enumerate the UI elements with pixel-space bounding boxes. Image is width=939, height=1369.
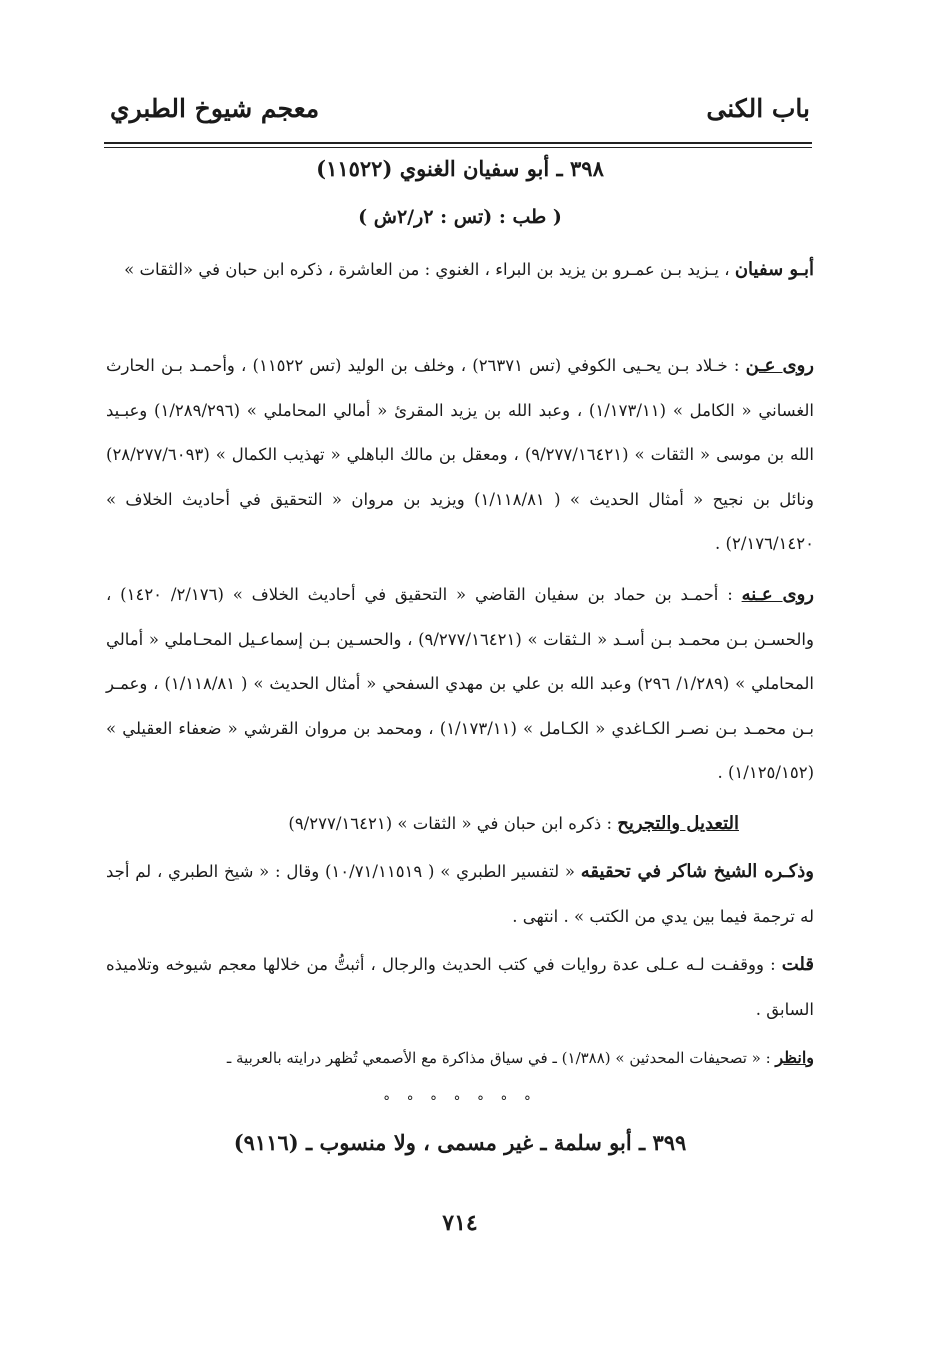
tadil-label: التعديل والتجريح — [617, 813, 739, 834]
header-rule — [104, 142, 812, 148]
entry-398-code: ( طب : (تس : ٢ر/٢ش ) — [358, 206, 562, 228]
shakir-paragraph — [106, 850, 814, 939]
entry-separator: ° ° ° ° ° ° ° — [383, 1094, 537, 1110]
intro-paragraph — [106, 248, 814, 293]
shakir-lead: وذكـره الشيخ شاكر في تحقيقه — [580, 861, 814, 882]
unzur-paragraph — [106, 1036, 814, 1081]
qultu-lead: قلت — [781, 954, 814, 975]
narrated-by-label: روى عـنه — [741, 584, 814, 605]
narrated-from-paragraph — [106, 344, 814, 567]
entry-399-title: ٣٩٩ ـ أبو سلمة ـ غير مسمى ، ولا منسوب ـ (٩١١٦) — [233, 1130, 687, 1155]
narrated-by-paragraph — [106, 573, 814, 796]
book-title: معجم شيوخ الطبري — [110, 93, 320, 123]
unzur-label: وانظر — [775, 1048, 814, 1067]
intro-lead: أبـو سفيان — [734, 259, 814, 280]
page-number: ٧١٤ — [442, 1210, 478, 1236]
chapter-title: باب الكنى — [706, 93, 810, 123]
narrated-by-text: : أحمـد بن حماد بن سفيان القاضي « التحقيق في أحاديث الخلاف » (٢/١٧٦/ ١٤٢٠) ، والحسـن بـن محمـد بـن أسـد « الـثقات » (٩/٢٧٧/١٦٤٢١) ، والحسـين بـن إسماعـيل المحـاملي « أمالي المحاملي » (١/٢٨٩/ ٢٩٦) وعبد الله بن علي بن مهدي السفحي « أمثال الحديث » ( ١/١١٨/٨١) ، وعمـر بـن محمـد بـن نصـر الكـاغدي « الكـامل » (١/١٧٣/١١) ، ومحمد بن مروان القرشي « ضعفاء العقيلي » (١/١٢٥/١٥٢) . — [106, 585, 815, 782]
running-head — [110, 88, 810, 128]
tadil-paragraph — [106, 802, 814, 847]
qultu-paragraph — [106, 943, 814, 1032]
entry-398-title: ٣٩٨ ـ أبو سفيان الغنوي (١١٥٢٢) — [316, 156, 604, 181]
qultu-text: : ووقفـت لـه عـلى عدة روايات في كتب الحديث والرجال ، أثبتُّ من خلالها معجم شيوخه وتلاميذه السابق . — [106, 955, 814, 1019]
tadil-text: : ذكره ابن حبان في « الثقات » (٩/٢٧٧/١٦٤٢١) — [288, 814, 618, 833]
unzur-text: : « تصحيفات المحدثين » (١/٣٨٨) ـ في سياق مذاكرة مع الأصمعي تُظهر درايته بالعربية ـ — [226, 1049, 776, 1067]
narrated-from-label: روى عـن — [745, 355, 814, 376]
shakir-text: « لتفسير الطبري » ( ١٠/٧١/١١٥١٩) وقال : « شيخ الطبري ، لم أجد له ترجمة فيما بين يدي من الكتب » . انتهى . — [106, 862, 814, 926]
intro-text: ، يـزيد بـن عمـرو بن يزيد بن البراء ، الغنوي : من العاشرة ، ذكره ابن حبان في «الثقات » — [124, 260, 735, 279]
narrated-from-text: : خـلاد بـن يحـيى الكوفي (تس ٢٦٣٧١) ، وخلف بن الوليد (تس ١١٥٢٢) ، وأحمـد بـن الحارث الغساني « الكامل » (١/١٧٣/١١) ، وعبد الله بن يزيد المقرئ « أمالي المحاملي » (١/٢٨٩/٢٩٦) وعبـيد الله بن موسى « الثقات » (٩/٢٧٧/١٦٤٢١) ، ومعقل بن مالك الباهلي « تهذيب الكمال » (٢٨/٢٧٧/٦٠٩٣) ونائل بن نجيح « أمثال الحديث » ( ١/١١٨/٨١) ويزيد بن مروان « التحقيق في أحاديث الخلاف » ٢/١٧٦/١٤٢٠) . — [106, 356, 815, 553]
